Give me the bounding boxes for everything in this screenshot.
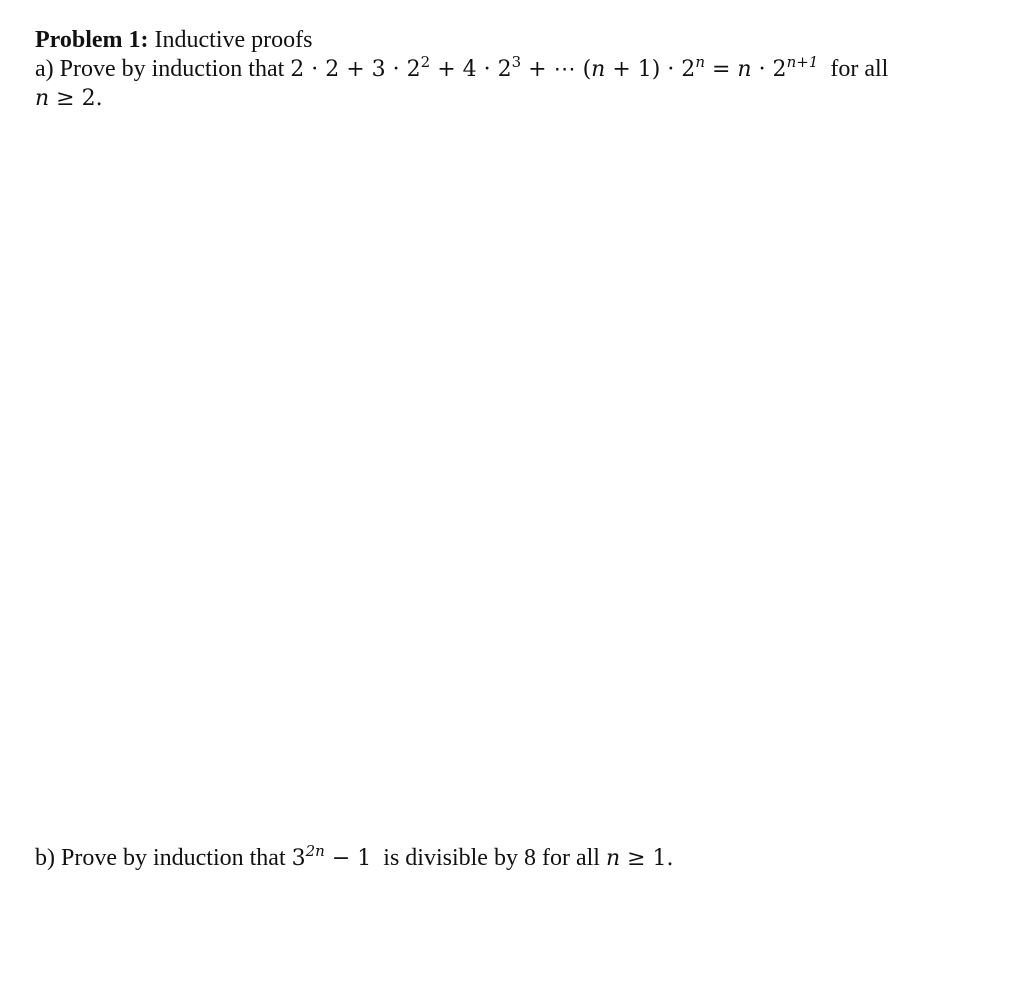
- answer-space-a: [35, 120, 985, 830]
- formula-term: + 1) · 2: [605, 57, 696, 82]
- part-a-tail: for all: [824, 56, 889, 82]
- formula-term: =: [704, 57, 738, 82]
- part-b-end: ≥ 1.: [620, 846, 674, 871]
- formula-exponent: n: [695, 53, 705, 71]
- formula-variable: n: [737, 57, 752, 82]
- problem-number: Problem 1:: [35, 27, 149, 53]
- formula-term: 2 · 2 + 3 · 2: [290, 57, 421, 82]
- part-a-condition: [35, 84, 103, 113]
- part-a-formula: [290, 53, 819, 82]
- condition-rest: ≥ 2.: [49, 86, 103, 111]
- part-a-statement: [35, 55, 888, 84]
- formula-term: 3: [291, 846, 306, 871]
- answer-space-b: [35, 880, 985, 990]
- part-b-variable: n: [605, 846, 621, 871]
- formula-exponent: 3: [511, 53, 522, 71]
- problem-title: Inductive proofs: [148, 27, 313, 53]
- part-b-formula: [291, 842, 372, 871]
- formula-term: + 4 · 2: [430, 57, 512, 82]
- formula-term: − 1: [324, 846, 372, 871]
- problem-heading: [35, 26, 313, 54]
- formula-exponent: n+1: [786, 53, 819, 71]
- part-a-label: a) Prove by induction that: [35, 56, 291, 82]
- part-b-label: b) Prove by induction that: [35, 845, 292, 871]
- formula-term: + ⋯ (: [521, 57, 592, 82]
- condition-variable: n: [35, 86, 50, 111]
- formula-variable: n: [591, 57, 606, 82]
- formula-term: · 2: [751, 57, 787, 82]
- part-b-statement: [35, 844, 674, 873]
- formula-exponent: 2: [420, 53, 431, 71]
- formula-exponent: 2n: [305, 842, 325, 860]
- part-b-middle: is divisible by 8 for all: [371, 845, 606, 871]
